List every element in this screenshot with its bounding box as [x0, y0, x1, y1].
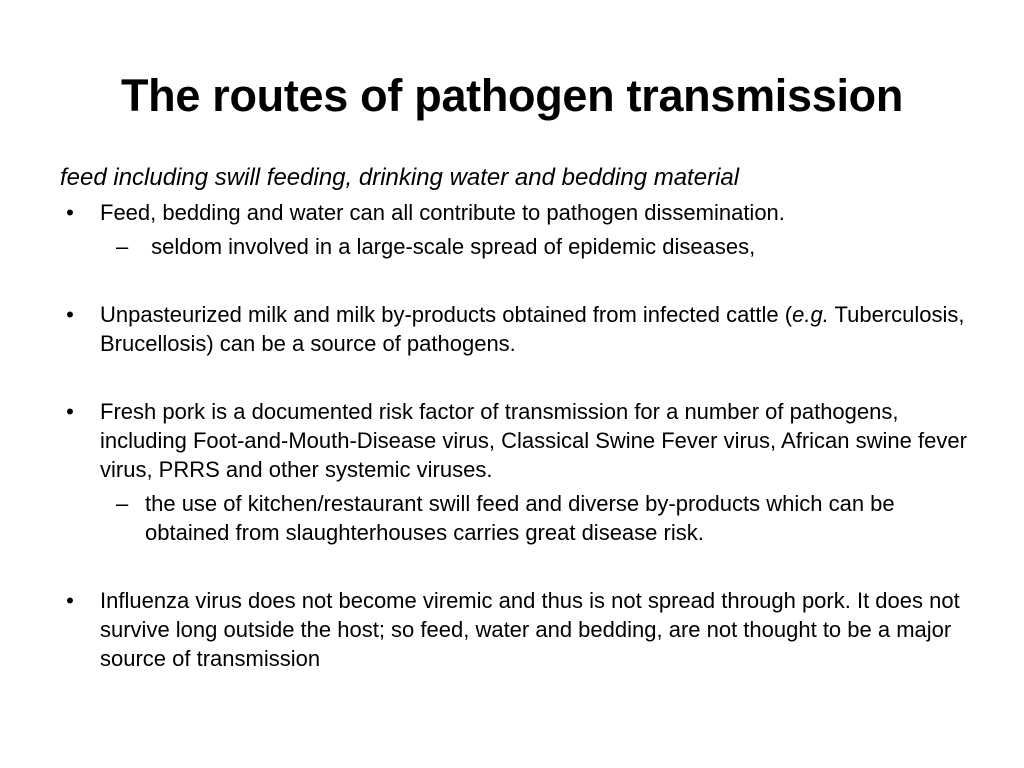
- bullet-text: Fresh pork is a documented risk factor of transmission for a number of pathogens, including Foot-and-Mouth-Disease virus, Classical Swine Fever virus, African swine fever virus, PRRS and other systemic viruses.: [100, 399, 967, 482]
- slide-title: The routes of pathogen transmission: [120, 70, 904, 121]
- bullet-item: [60, 586, 980, 673]
- bullet-item: [60, 300, 980, 358]
- bullet-item: [60, 397, 980, 547]
- slide-subtitle: feed including swill feeding, drinking water and bedding material: [60, 164, 740, 191]
- sub-bullet-list: [100, 489, 980, 547]
- dash-icon: –: [116, 234, 129, 259]
- bullet-item: [60, 198, 980, 261]
- dash-icon: –: [116, 491, 129, 516]
- bullet-text: Influenza virus does not become viremic and thus is not spread through pork. It does not survive long outside the host; so feed, water and bedding, are not thought to be a major source of transmission: [100, 588, 960, 671]
- bullet-icon: •: [66, 302, 74, 327]
- sub-bullet-text: the use of kitchen/restaurant swill feed and diverse by-products which can be obtained from slaughterhouses carries great disease risk.: [145, 491, 895, 545]
- sub-bullet-item: [100, 489, 980, 547]
- sub-bullet-item: [100, 232, 980, 261]
- bullet-text: Feed, bedding and water can all contribute to pathogen dissemination.: [100, 200, 785, 225]
- bullet-text-part: Tuberculosis, Brucellosis) can be a source of pathogens.: [100, 302, 965, 356]
- bullet-text-part: Unpasteurized milk and milk by-products obtained from infected cattle (: [100, 302, 793, 327]
- sub-bullet-list: [100, 232, 980, 261]
- bullet-text-emphasis: e.g.: [792, 302, 829, 327]
- bullet-list: [60, 198, 980, 673]
- bullet-icon: •: [66, 588, 74, 613]
- bullet-icon: •: [66, 200, 74, 225]
- slide-body: [60, 160, 980, 673]
- sub-bullet-text: seldom involved in a large-scale spread of epidemic diseases,: [145, 234, 756, 259]
- bullet-icon: •: [66, 399, 74, 424]
